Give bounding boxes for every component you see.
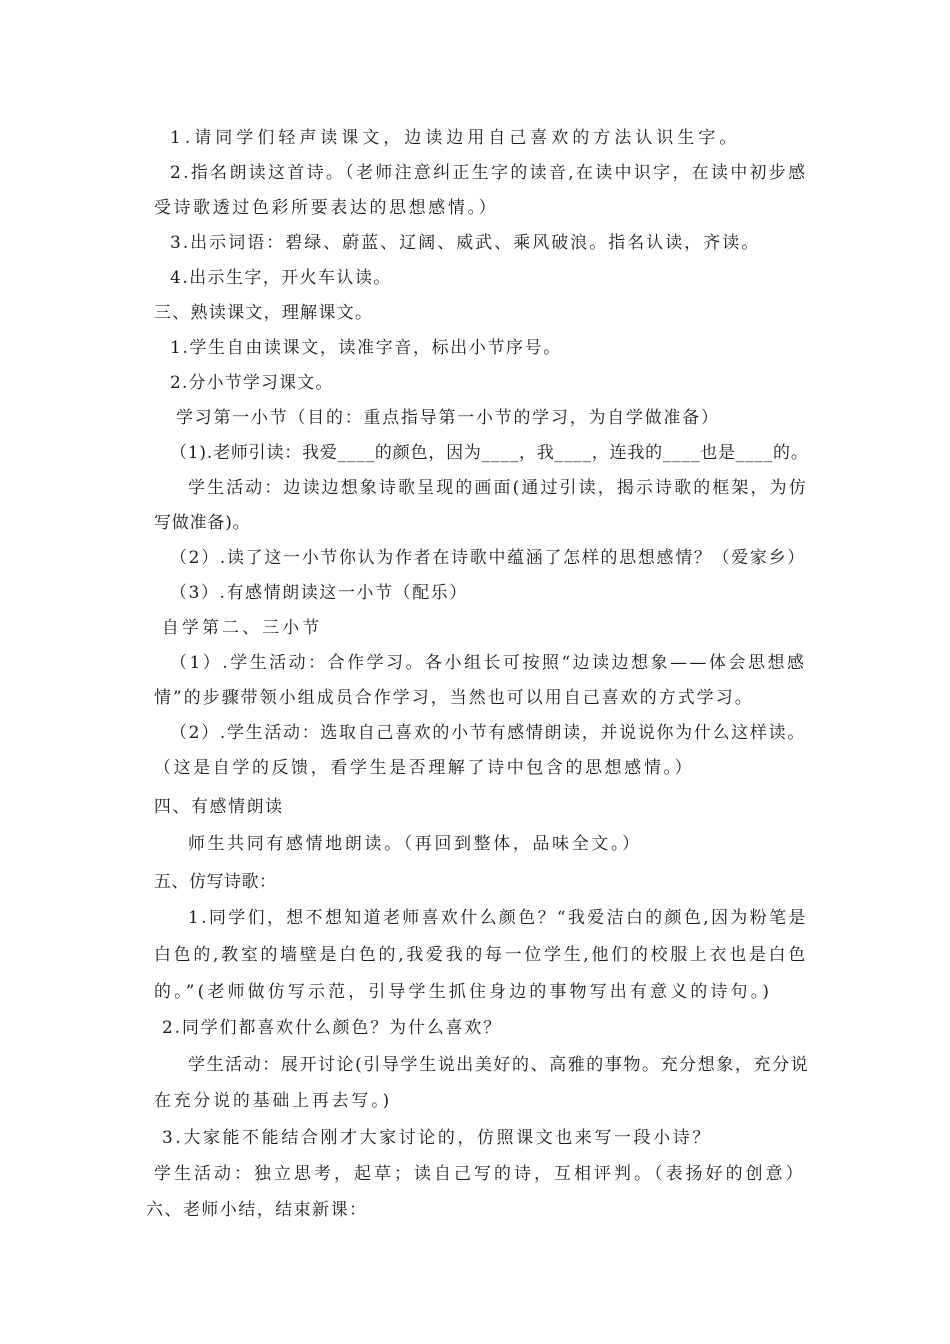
text-line: 白色的,教室的墙壁是白色的,我爱我的每一位学生,他们的校服上衣也是白色	[154, 945, 808, 965]
section-heading: 四、有感情朗读	[154, 797, 284, 817]
text-line: 受诗歌透过色彩所要表达的思想感情。）	[154, 198, 499, 218]
text-line: （2）.学生活动：选取自己喜欢的小节有感情朗读，并说说你为什么这样读。	[170, 723, 806, 743]
section-heading: 六、老师小结，结束新课：	[146, 1200, 368, 1220]
text-line: 学生活动：展开讨论(引导学生说出美好的、高雅的事物。充分想象，充分说	[188, 1055, 810, 1075]
text-line: （1).老师引读：我爱____的颜色，因为____，我____，连我的____也是____的。	[170, 443, 809, 463]
section-heading: 三、熟读课文，理解课文。	[154, 303, 374, 323]
text-line: （这是自学的反馈，看学生是否理解了诗中包含的思想感情。）	[154, 758, 695, 778]
text-line: （1）.学生活动：合作学习。各小组长可按照“边读边想象——体会思想感	[170, 653, 807, 673]
text-line: 1.学生自由读课文，读准字音，标出小节序号。	[170, 338, 562, 358]
text-line: 1.请同学们轻声读课文，边读边用自己喜欢的方法认识生字。	[170, 128, 741, 148]
text-line: （2）.读了这一小节你认为作者在诗歌中蕴涵了怎样的思想感情？（爱家乡）	[170, 548, 806, 568]
text-line: 4.出示生字，开火车认读。	[170, 268, 392, 288]
text-line: 师生共同有感情地朗读。（再回到整体，品味全文。）	[188, 834, 642, 854]
text-line: 3.出示词语：碧绿、蔚蓝、辽阔、威武、乘风破浪。指名认读，齐读。	[170, 233, 761, 253]
text-line: 在充分说的基础上再去写。)	[154, 1091, 393, 1111]
text-line: 2.指名朗读这首诗。（老师注意纠正生字的读音,在读中识字，在读中初步感	[170, 163, 808, 183]
text-line: 学生活动：独立思考，起草；读自己写的诗，互相评判。（表扬好的创意）	[154, 1164, 806, 1184]
text-line: 2.分小节学习课文。	[170, 373, 334, 393]
text-line: 1.同学们，想不想知道老师喜欢什么颜色？“我爱洁白的颜色,因为粉笔是	[188, 908, 808, 928]
text-line: 情”的步骤带领小组成员合作学习，当然也可以用自己喜欢的方式学习。	[154, 688, 754, 708]
text-line: 写做准备)。	[154, 513, 251, 533]
text-line: 2.同学们都喜欢什么颜色？为什么喜欢？	[162, 1018, 503, 1038]
text-line: 的。”(老师做仿写示范，引导学生抓住身边的事物写出有意义的诗句。)	[154, 982, 773, 1002]
text-line: 学习第一小节（目的：重点指导第一小节的学习，为自学做准备）	[176, 408, 720, 428]
text-line: 3.大家能不能结合刚才大家讨论的，仿照课文也来写一段小诗？	[162, 1128, 712, 1148]
section-heading: 五、仿写诗歌：	[154, 872, 277, 892]
text-line: （3）.有感情朗读这一小节（配乐）	[170, 583, 468, 603]
text-line: 学生活动：边读边想象诗歌呈现的画面(通过引读，揭示诗歌的框架，为仿	[188, 478, 808, 498]
text-line: 自学第二、三小节	[162, 618, 323, 638]
